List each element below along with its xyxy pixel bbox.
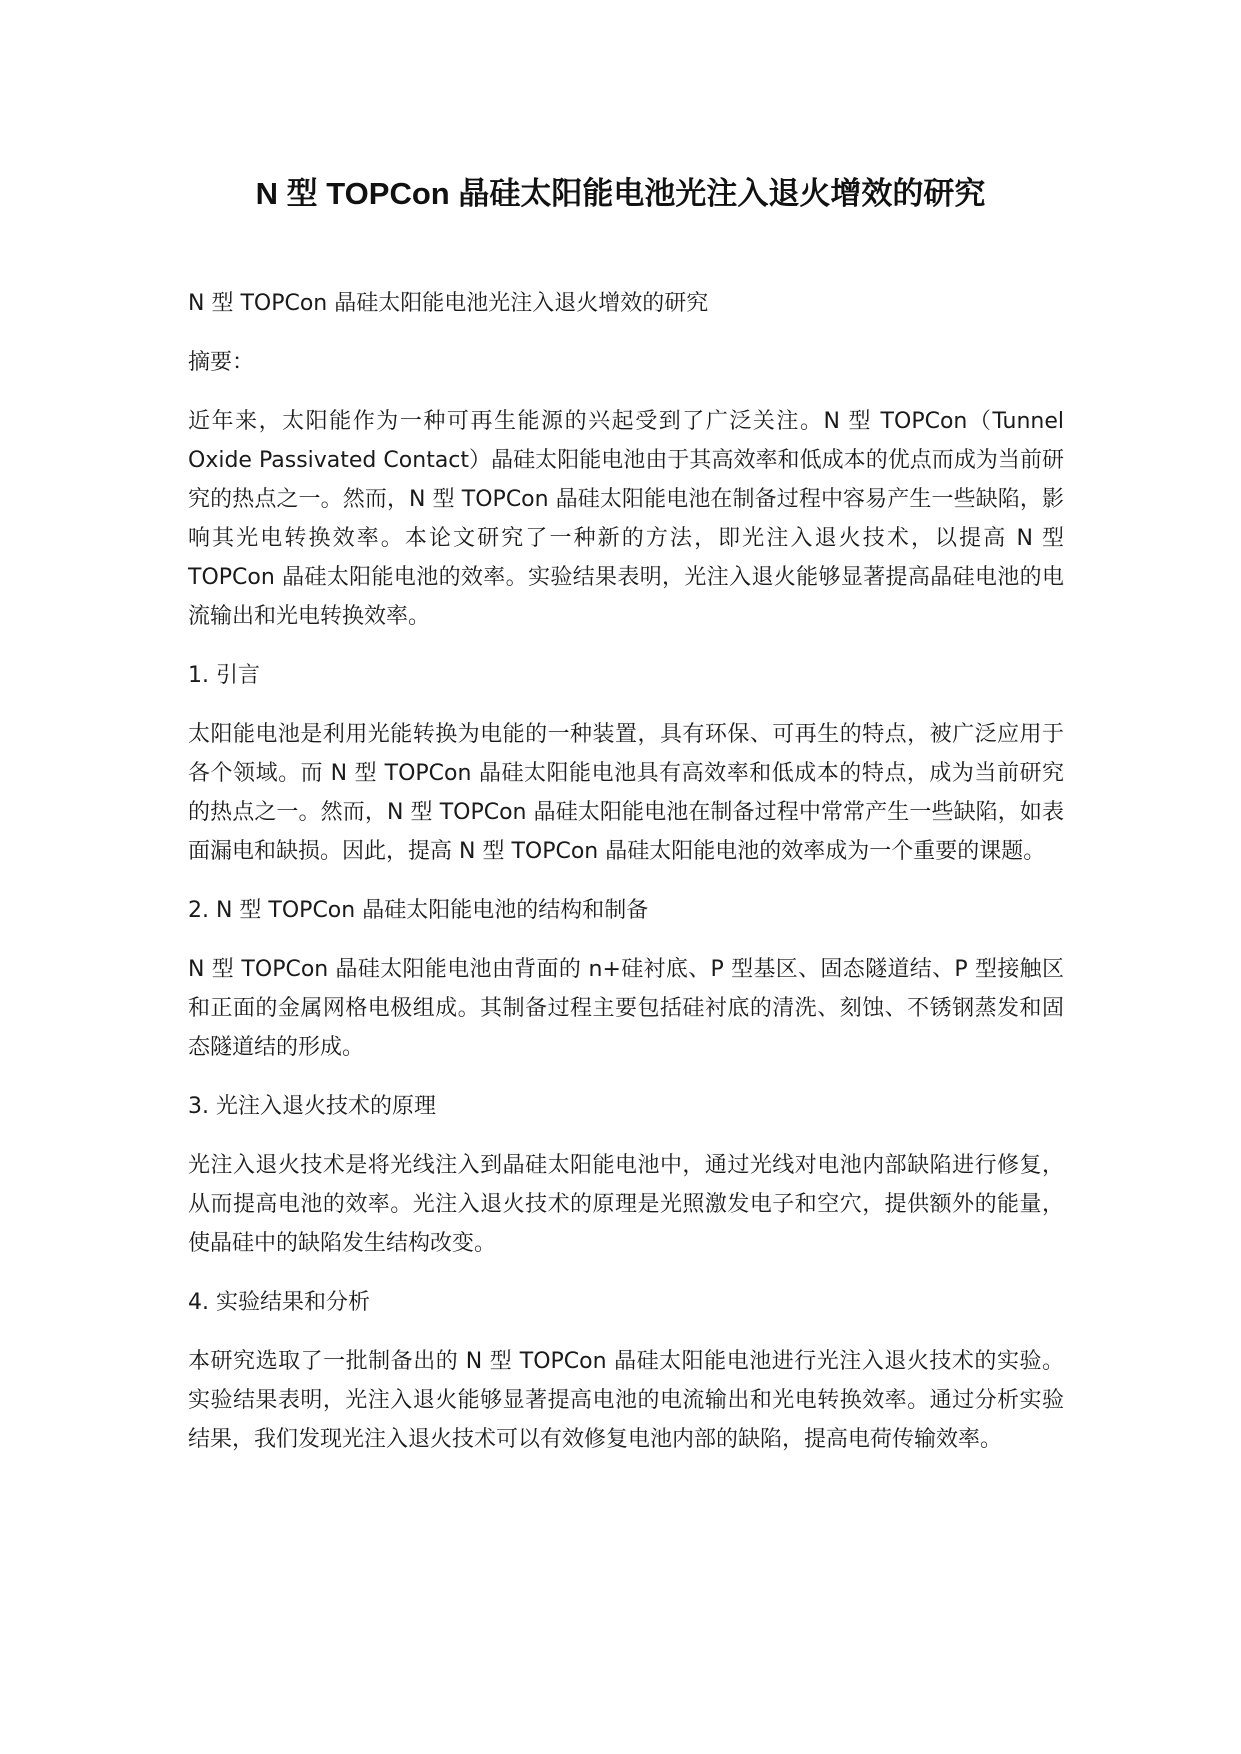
section-heading-introduction: 1. 引言 bbox=[188, 663, 260, 688]
document-subtitle: N 型 TOPCon 晶硅太阳能电池光注入退火增效的研究 bbox=[188, 291, 709, 316]
document-title: N 型 TOPCon 晶硅太阳能电池光注入退火增效的研究 bbox=[255, 176, 986, 211]
section-heading-structure: 2. N 型 TOPCon 晶硅太阳能电池的结构和制备 bbox=[188, 898, 649, 923]
section-heading-results: 4. 实验结果和分析 bbox=[188, 1290, 370, 1315]
abstract-paragraph: 近年来，太阳能作为一种可再生能源的兴起受到了广泛关注。N 型 TOPCon（Tunnel Oxide Passivated Contact）晶硅太阳能电池由于其高效率和低成本的优点而成为当前研究的热点之一。然而，N 型 TOPCon 晶硅太阳能电池在制备过程中容易产生一些缺陷，影响其光电转换效率。本论文研究了一种新的方法，即光注入退火技术，以提高 N 型 TOPCon 晶硅太阳能电池的效率。实验结果表明，光注入退火能够显著提高晶硅电池的电流输出和光电转换效率。 bbox=[188, 409, 1064, 629]
section-paragraph-structure: N 型 TOPCon 晶硅太阳能电池由背面的 n+硅衬底、P 型基区、固态隧道结、P 型接触区和正面的金属网格电极组成。其制备过程主要包括硅衬底的清洗、刻蚀、不锈钢蒸发和固态隧道结的形成。 bbox=[188, 957, 1064, 1060]
section-paragraph-principle: 光注入退火技术是将光线注入到晶硅太阳能电池中，通过光线对电池内部缺陷进行修复，从而提高电池的效率。光注入退火技术的原理是光照激发电子和空穴，提供额外的能量，使晶硅中的缺陷发生结构改变。 bbox=[188, 1153, 1064, 1256]
section-paragraph-introduction: 太阳能电池是利用光能转换为电能的一种装置，具有环保、可再生的特点，被广泛应用于各个领域。而 N 型 TOPCon 晶硅太阳能电池具有高效率和低成本的特点，成为当前研究的热点之一。然而，N 型 TOPCon 晶硅太阳能电池在制备过程中常常产生一些缺陷，如表面漏电和缺损。因此，提高 N 型 TOPCon 晶硅太阳能电池的效率成为一个重要的课题。 bbox=[188, 722, 1064, 864]
section-heading-principle: 3. 光注入退火技术的原理 bbox=[188, 1094, 436, 1119]
section-paragraph-results: 本研究选取了一批制备出的 N 型 TOPCon 晶硅太阳能电池进行光注入退火技术的实验。实验结果表明，光注入退火能够显著提高电池的电流输出和光电转换效率。通过分析实验结果，我们发现光注入退火技术可以有效修复电池内部的缺陷，提高电荷传输效率。 bbox=[188, 1349, 1064, 1452]
document-body bbox=[188, 284, 1064, 1479]
abstract-label: 摘要： bbox=[188, 350, 255, 375]
